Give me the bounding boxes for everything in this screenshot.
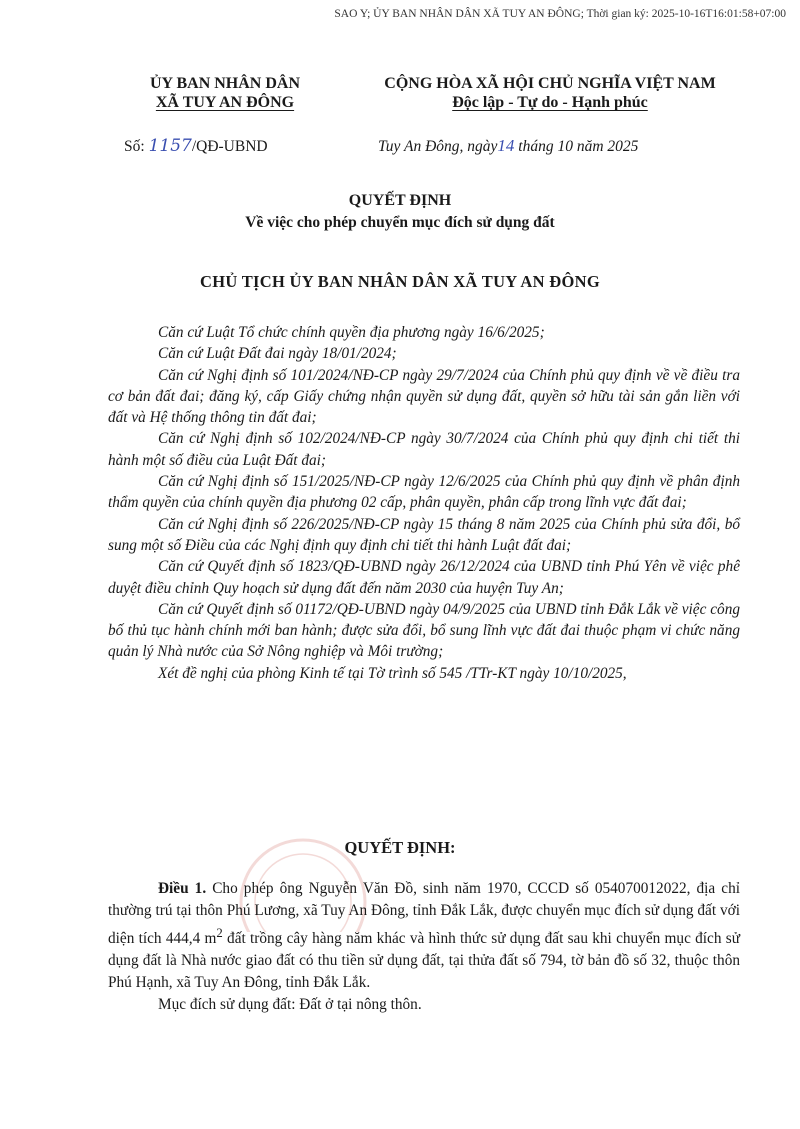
basis-item: Căn cứ Luật Tổ chức chính quyền địa phương ngày 16/6/2025; (158, 324, 545, 341)
date-year: 2025 (607, 138, 639, 155)
issue-date (378, 136, 638, 156)
basis-item: Xét đề nghị của phòng Kinh tế tại Tờ trình số 545 /TTr-KT ngày 10/10/2025, (158, 664, 627, 682)
issuing-authority: CHỦ TỊCH ỦY BAN NHÂN DÂN XÃ TUY AN ĐÔNG (200, 272, 600, 291)
document-title: QUYẾT ĐỊNH (348, 192, 452, 209)
basis-item: Căn cứ Nghị định số 151/2025/NĐ-CP ngày 12/6/2025 của Chính phủ quy định về phân định thẩm quyền của chính quyền địa phương 02 cấp, phân quyền, phân cấp trong lĩnh vực đất đai; (108, 473, 740, 512)
document-subtitle: Về việc cho phép chuyển mục đích sử dụng đất (245, 214, 555, 231)
issuer-line2: XÃ TUY AN ĐÔNG (155, 94, 295, 111)
national-header (330, 74, 770, 112)
basis-item: Căn cứ Nghị định số 102/2024/NĐ-CP ngày 30/7/2024 của Chính phủ quy định chi tiết thi hành một số điều của Luật Đất đai; (108, 430, 740, 469)
basis-item: Căn cứ Nghị định số 226/2025/NĐ-CP ngày 15 tháng 8 năm 2025 của Chính phủ sửa đổi, bổ sung một số Điều của các Nghị định quy định chi tiết thi hành Luật đất đai; (108, 515, 740, 554)
basis-item: Căn cứ Quyết định số 01172/QĐ-UBND ngày 04/9/2025 của UBND tỉnh Đắk Lắk về việc công bố thủ tục hành chính mới ban hành; được sửa đổi, bổ sung lĩnh vực đất đai thuộc phạm vi chức năng quản lý Nhà nước của Sở Nông nghiệp và Môi trường; (108, 600, 740, 661)
area-unit-sup: 2 (216, 926, 223, 940)
land-use-purpose: Mục đích sử dụng đất: Đất ở tại nông thôn. (158, 996, 422, 1014)
handwritten-number: 1157 (148, 136, 192, 156)
decision-heading: QUYẾT ĐỊNH: (344, 838, 456, 857)
basis-item: Căn cứ Quyết định số 1823/QĐ-UBND ngày 26/12/2024 của UBND tỉnh Phú Yên về việc phê duyệt điều chỉnh Quy hoạch sử dụng đất đến năm 2030 của huyện Tuy An; (108, 558, 740, 597)
date-month: 10 (557, 138, 573, 155)
number-prefix: Số: (124, 138, 145, 155)
date-prefix: Tuy An Đông, ngày (378, 138, 498, 155)
document-number (124, 136, 268, 156)
handwritten-day: 14 (497, 136, 515, 155)
date-month-label: tháng (518, 138, 554, 155)
basis-item: Căn cứ Nghị định số 101/2024/NĐ-CP ngày 29/7/2024 của Chính phủ quy định về về điều tra cơ bản đất đai; đăng ký, cấp Giấy chứng nhận quyền sử dụng đất, quyền sở hữu tài sản gắn liền với đất và Hệ thống thông tin đất đai; (108, 366, 740, 427)
article-1-label: Điều 1. (158, 880, 207, 897)
national-name: CỘNG HÒA XÃ HỘI CHỦ NGHĨA VIỆT NAM (384, 75, 716, 92)
article-1 (108, 878, 740, 1016)
issuer-header (100, 74, 350, 112)
article-1-text-a: Cho phép ông Nguyễn Văn Đồ, sinh năm 1970, CCCD số 054070012022, địa chỉ thường trú tại thôn Phú Lương, xã Tuy An Đông, tỉnh Đắk Lắk, được chuyển mục đích sử dụng đất với diện tích 444,4 m (108, 880, 740, 948)
number-suffix: /QĐ-UBND (191, 138, 268, 155)
article-1-text-b: đất trồng cây hàng năm khác và hình thức sử dụng đất sau khi chuyển mục đích sử dụng đất là Nhà nước giao đất có thu tiền sử dụng đất, tại thửa đất số 794, tờ bản đồ số 32, thuộc thôn Phú Hạnh, xã Tuy An Đông, tỉnh Đắk Lắk. (108, 930, 740, 992)
national-motto: Độc lập - Tự do - Hạnh phúc (452, 94, 648, 111)
date-year-label: năm (576, 138, 604, 155)
digital-signature-note: SAO Y; ỦY BAN NHÂN DÂN XÃ TUY AN ĐÔNG; Thời gian ký: 2025-10-16T16:01:58+07:00 (334, 8, 786, 20)
article-1-body (108, 878, 740, 994)
legal-basis (108, 322, 740, 684)
issuer-line1: ỦY BAN NHÂN DÂN (149, 75, 301, 92)
basis-item: Căn cứ Luật Đất đai ngày 18/01/2024; (158, 345, 397, 363)
